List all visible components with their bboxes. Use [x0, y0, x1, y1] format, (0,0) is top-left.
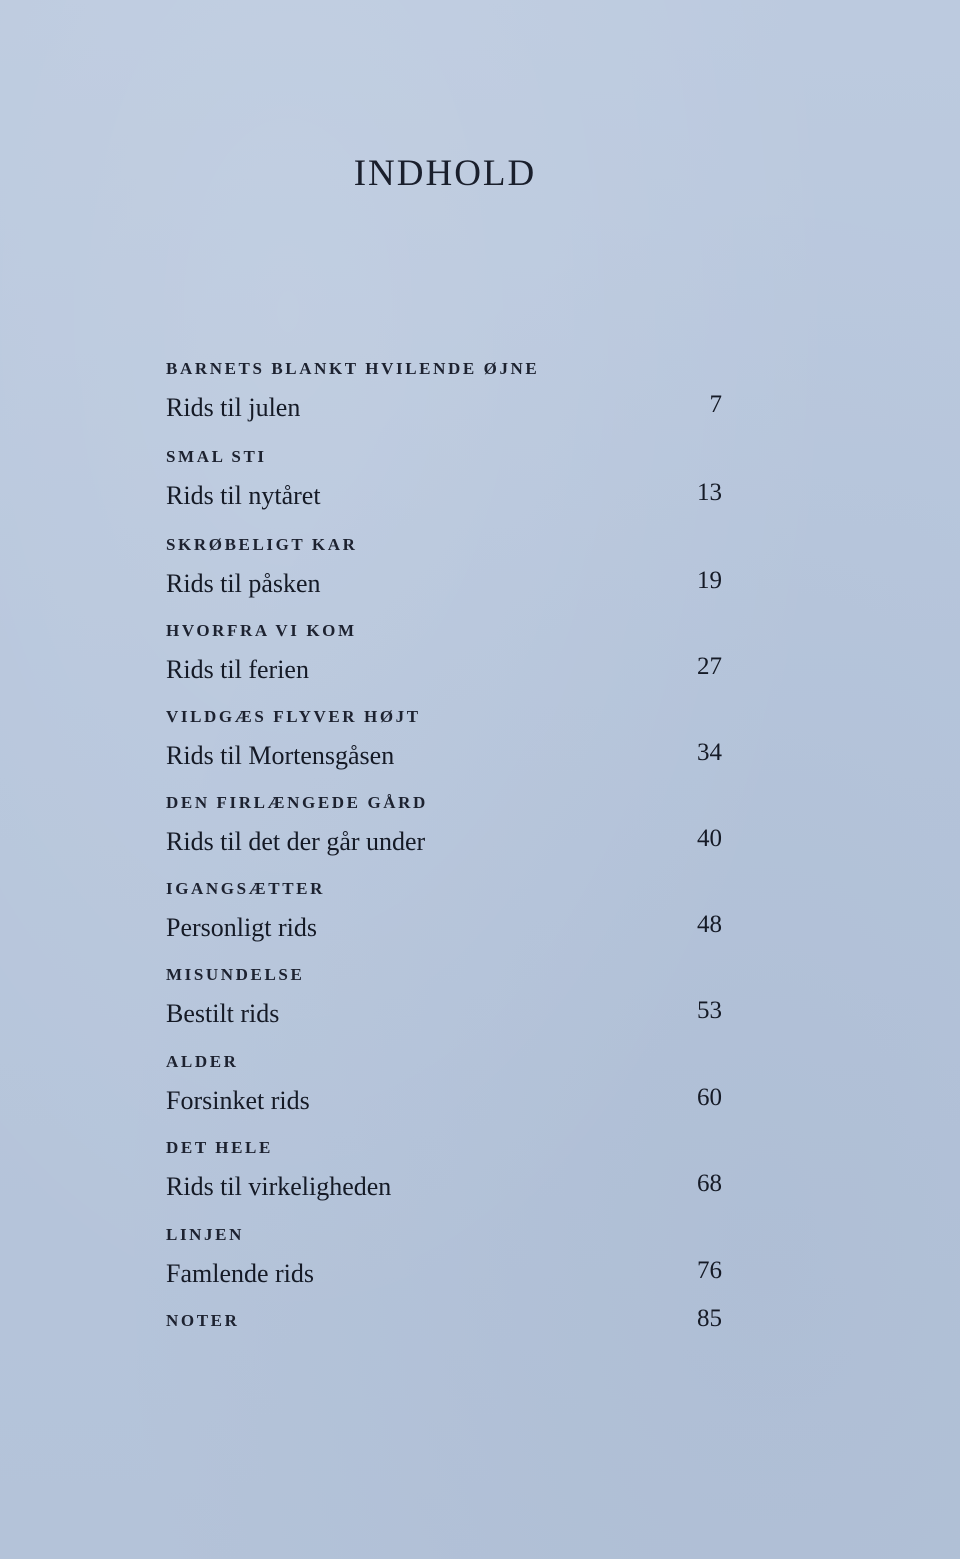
entry-subtitle: Rids til virkeligheden	[166, 1172, 392, 1201]
section-title: LINJEN	[166, 1225, 244, 1244]
page-number: 60	[697, 1084, 722, 1111]
section-title: IGANGSÆTTER	[166, 879, 325, 898]
entry-subtitle: Bestilt rids	[166, 999, 280, 1028]
toc-entry	[166, 359, 726, 423]
entry-subtitle: Rids til Mortensgåsen	[166, 741, 395, 770]
page-number: 76	[697, 1257, 722, 1284]
entry-subtitle: Forsinket rids	[166, 1086, 310, 1115]
toc-entry	[166, 965, 726, 1029]
page-number: 40	[697, 825, 722, 852]
entry-subtitle: Rids til ferien	[166, 655, 309, 684]
section-title: HVORFRA VI KOM	[166, 621, 357, 640]
section-title: ALDER	[166, 1052, 239, 1071]
entry-subtitle: Rids til nytåret	[166, 481, 321, 510]
toc-entry	[166, 447, 726, 511]
page-number: 48	[697, 911, 722, 938]
page-number: 53	[697, 997, 722, 1024]
section-title: MISUNDELSE	[166, 965, 305, 984]
entry-subtitle: Famlende rids	[166, 1259, 315, 1288]
entry-subtitle: Personligt rids	[166, 913, 317, 942]
toc-entry	[166, 535, 726, 599]
toc-entry	[166, 1305, 726, 1332]
entry-subtitle: Rids til påsken	[166, 569, 321, 598]
page-number: 85	[697, 1305, 722, 1332]
page-number: 19	[697, 567, 722, 594]
toc-entry	[166, 1225, 726, 1289]
toc-entry	[166, 793, 726, 857]
section-title: DET HELE	[166, 1138, 273, 1157]
toc-entry	[166, 879, 726, 943]
entry-subtitle: Rids til det der går under	[166, 827, 426, 856]
page-number: 13	[697, 479, 722, 506]
entry-subtitle: Rids til julen	[166, 393, 301, 422]
section-title: BARNETS BLANKT HVILENDE ØJNE	[166, 359, 540, 378]
page-number: 7	[709, 391, 722, 418]
page-number: 68	[697, 1170, 722, 1197]
section-title: SKRØBELIGT KAR	[166, 535, 358, 554]
toc-entry	[166, 707, 726, 771]
toc-entry	[166, 1052, 726, 1116]
section-title: VILDGÆS FLYVER HØJT	[166, 707, 421, 726]
toc-entry	[166, 621, 726, 685]
section-title: DEN FIRLÆNGEDE GÅRD	[166, 793, 428, 812]
page-title: INDHOLD	[353, 153, 537, 194]
toc-entry	[166, 1138, 726, 1202]
page-number: 27	[697, 653, 722, 680]
page-number: 34	[697, 739, 722, 766]
section-title: SMAL STI	[166, 447, 267, 466]
section-title: NOTER	[166, 1311, 240, 1330]
